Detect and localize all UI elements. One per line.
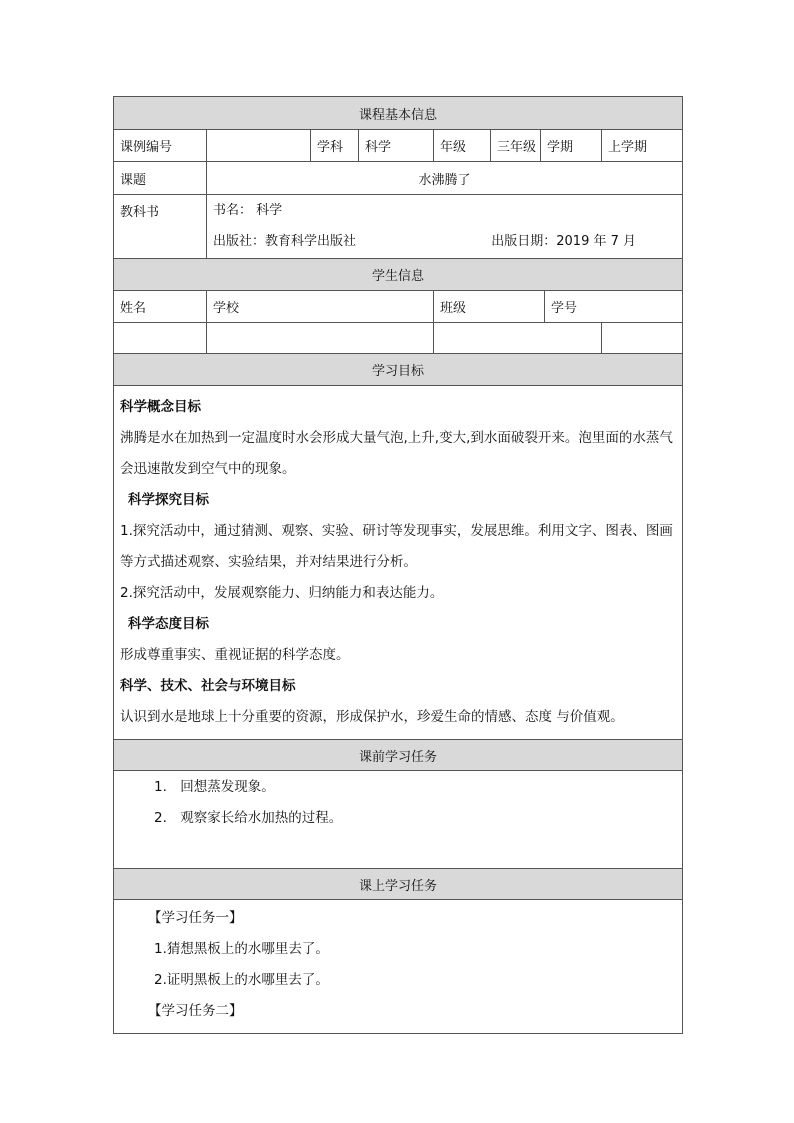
basic-info-row — [114, 130, 683, 162]
section-pre-tasks: 课前学习任务 — [114, 740, 683, 771]
list-number: 1. — [154, 779, 167, 795]
task1-title: 【学习任务一】 — [148, 910, 243, 926]
section-header-row — [114, 259, 683, 291]
term-value: 上学期 — [602, 130, 683, 162]
case-no-value — [207, 130, 311, 162]
stse-goal-text: 认识到水是地球上十分重要的资源，形成保护水，珍爱生命的情感、态度 与价值观。 — [120, 709, 624, 725]
task1-item-2: 2.证明黑板上的水哪里去了。 — [154, 972, 329, 988]
student-label-row — [114, 291, 683, 323]
term-label: 学期 — [541, 130, 602, 162]
section-header-row — [114, 97, 683, 130]
textbook-label: 教科书 — [114, 195, 207, 259]
section-header-row — [114, 354, 683, 386]
stse-goal-title: 科学、技术、社会与环境目标 — [120, 678, 296, 694]
subject-label: 学科 — [311, 130, 359, 162]
inquiry-goal-item-1: 1.探究活动中，通过猜测、观察、实验、研讨等发现事实，发展思维。利用文字、图表、图画等方式描述观察、实验结果，并对结果进行分析。 — [120, 523, 673, 570]
goals-content-row — [114, 386, 683, 740]
class-value[interactable] — [434, 323, 602, 354]
grade-value: 三年级 — [491, 130, 541, 162]
task1-item-1: 1.猜想黑板上的水哪里去了。 — [154, 941, 329, 957]
topic-row — [114, 162, 683, 195]
attitude-goal-title: 科学态度目标 — [128, 616, 209, 632]
section-goals: 学习目标 — [114, 354, 683, 386]
list-number: 2. — [154, 810, 167, 826]
book-name: 书名： 科学 — [213, 203, 283, 218]
publisher: 出版社：教育科学出版社 — [213, 234, 357, 249]
pre-tasks-row — [114, 771, 683, 869]
grade-label: 年级 — [434, 130, 491, 162]
inquiry-goal-item-2: 2.探究活动中，发展观察能力、归纳能力和表达能力。 — [120, 585, 444, 601]
pre-tasks-content — [114, 771, 683, 869]
concept-goal-title: 科学概念目标 — [120, 399, 201, 415]
textbook-details — [207, 195, 683, 259]
case-no-label: 课例编号 — [114, 130, 207, 162]
section-header-row — [114, 740, 683, 771]
topic-value: 水沸腾了 — [207, 162, 683, 195]
concept-goal-text: 沸腾是水在加热到一定温度时水会形成大量气泡,上升,变大,到水面破裂开来。泡里面的水蒸气会迅速散发到空气中的现象。 — [120, 430, 673, 477]
inquiry-goal-title: 科学探究目标 — [128, 492, 209, 508]
textbook-row — [114, 195, 683, 259]
student-value-row — [114, 323, 683, 354]
lesson-plan-document — [113, 96, 682, 1034]
subject-value: 科学 — [359, 130, 434, 162]
class-tasks-row — [114, 900, 683, 1034]
task2-title: 【学习任务二】 — [148, 1003, 243, 1019]
topic-label: 课题 — [114, 162, 207, 195]
name-value[interactable] — [114, 323, 207, 354]
section-student-info: 学生信息 — [114, 259, 683, 291]
list-text: 观察家长给水加热的过程。 — [180, 810, 343, 826]
list-item — [120, 803, 676, 834]
goals-content — [114, 386, 683, 740]
id-value[interactable] — [602, 323, 683, 354]
lesson-plan-table — [113, 96, 683, 1034]
publish-date: 出版日期：2019 年 7 月 — [491, 234, 637, 249]
class-label: 班级 — [434, 291, 545, 323]
name-label: 姓名 — [114, 291, 207, 323]
school-label: 学校 — [207, 291, 434, 323]
section-basic-info: 课程基本信息 — [114, 97, 683, 130]
list-item — [120, 772, 676, 803]
school-value[interactable] — [207, 323, 434, 354]
id-label: 学号 — [545, 291, 683, 323]
list-text: 回想蒸发现象。 — [180, 779, 275, 795]
attitude-goal-text: 形成尊重事实、重视证据的科学态度。 — [120, 647, 350, 663]
class-tasks-content — [114, 900, 683, 1034]
section-class-tasks: 课上学习任务 — [114, 869, 683, 900]
section-header-row — [114, 869, 683, 900]
